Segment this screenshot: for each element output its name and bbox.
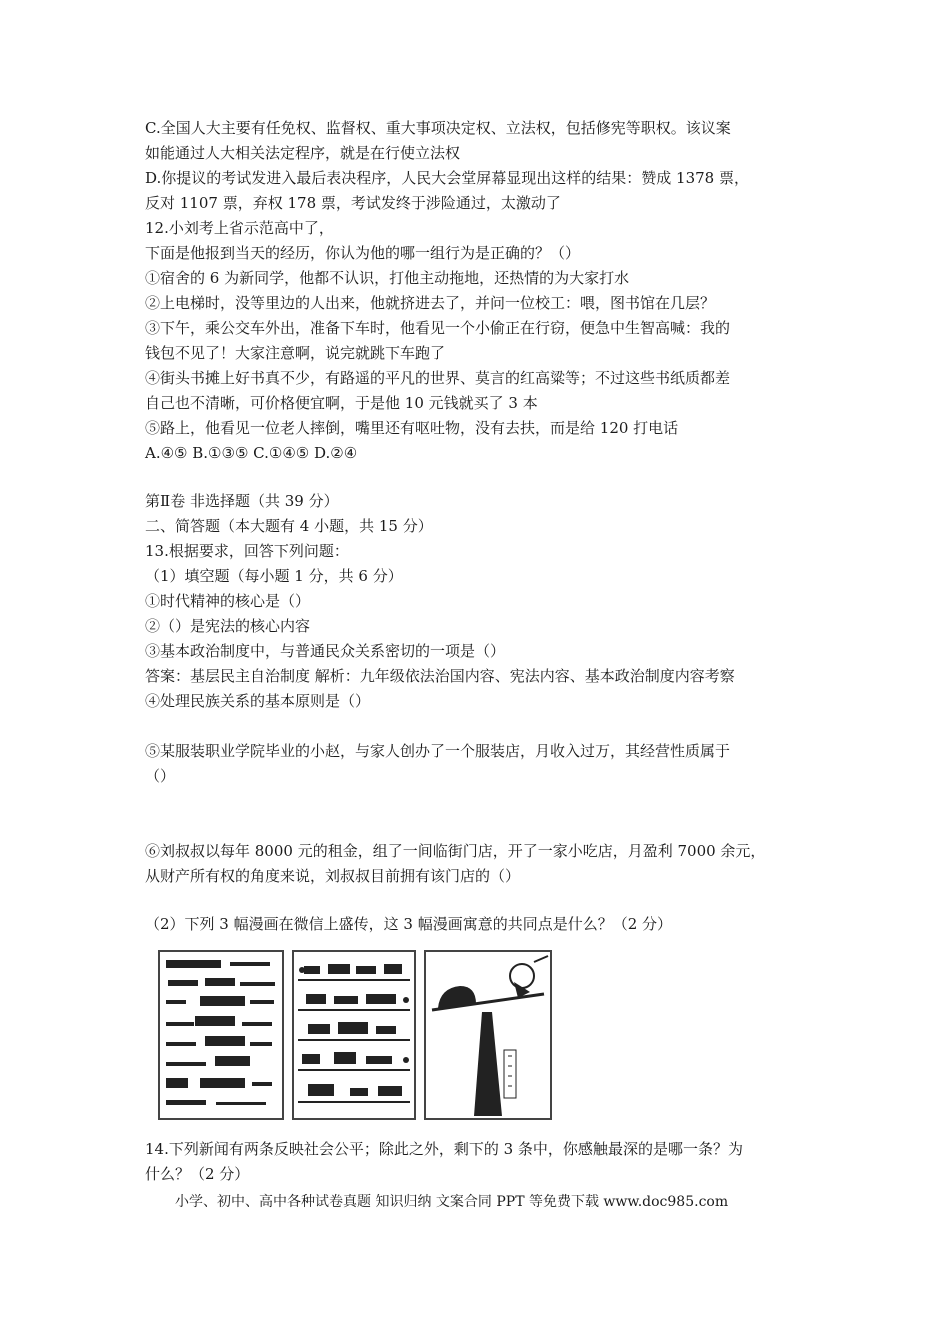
option-4b: 自己也不清晰，可价格便宜啊，于是他 10 元钱就买了 3 本	[145, 394, 538, 412]
blank-3: ③基本政治制度中，与普通民众关系密切的一项是（）	[145, 642, 506, 660]
question-14-line1: 14.下列新闻有两条反映社会公平；除此之外，剩下的 3 条中，你感触最深的是哪一条？为	[145, 1140, 743, 1158]
line-d2: 反对 1107 票，弃权 178 票，考试发终于涉险通过，太激动了	[145, 194, 561, 212]
blank-5b: （）	[145, 767, 176, 785]
blank-2: ②（）是宪法的核心内容	[145, 617, 311, 635]
line-c2: 如能通过人大相关法定程序，就是在行使立法权	[145, 144, 461, 162]
line-c1: C.全国人大主要有任免权、监督权、重大事项决定权、立法权，包括修宪等职权。该议案	[145, 119, 731, 137]
blank-4: ④处理民族关系的基本原则是（）	[145, 692, 371, 710]
option-4a: ④街头书摊上好书真不少，有路遥的平凡的世界、莫言的红高粱等；不过这些书纸质都差	[145, 369, 731, 387]
blank-5a: ⑤某服装职业学院毕业的小赵，与家人创办了一个服装店，月收入过万，其经营性质属于	[145, 742, 731, 760]
section-ii-title: 第Ⅱ卷 非选择题（共 39 分）	[145, 492, 339, 510]
question-13-part1: （1）填空题（每小题 1 分，共 6 分）	[145, 567, 403, 585]
question-14-line2: 什么？（2 分）	[145, 1165, 250, 1183]
answer-choices: A.④⑤ B.①③⑤ C.①④⑤ D.②④	[145, 444, 358, 462]
option-2: ②上电梯时，没等里边的人出来，他就挤进去了，并问一位校工：喂，图书馆在几层？	[145, 294, 716, 312]
section-2-title: 二、简答题（本大题有 4 小题，共 15 分）	[145, 517, 433, 535]
cartoon-3-drawing	[426, 952, 550, 1118]
option-1: ①宿舍的 6 为新同学，他都不认识，打他主动拖地，还热情的为大家打水	[145, 269, 630, 287]
cartoon-3	[424, 950, 552, 1120]
blank-6a: ⑥刘叔叔以每年 8000 元的租金，组了一间临街门店，开了一家小吃店，月盈利 7000 余元，	[145, 842, 766, 860]
answer-note: 答案：基层民主自治制度 解析：九年级依法治国内容、宪法内容、基本政治制度内容考察	[145, 667, 735, 685]
line-d1: D.你提议的考试发进入最后表决程序，人民大会堂屏幕显现出这样的结果：赞成 1378 票，	[145, 169, 749, 187]
cartoon-1-drawing	[160, 952, 282, 1118]
cartoon-2-drawing	[294, 952, 414, 1118]
question-13-part2: （2）下列 3 幅漫画在微信上盛传，这 3 幅漫画寓意的共同点是什么？（2 分）	[145, 915, 673, 933]
option-3a: ③下午，乘公交车外出，准备下车时，他看见一个小偷正在行窃，便急中生智高喊：我的	[145, 319, 731, 337]
blank-1: ①时代精神的核心是（）	[145, 592, 311, 610]
option-3b: 钱包不见了！大家注意啊，说完就跳下车跑了	[145, 344, 446, 362]
page-footer: 小学、初中、高中各种试卷真题 知识归纳 文案合同 PPT 等免费下载 www.doc985.com	[175, 1194, 729, 1210]
cartoon-1	[158, 950, 284, 1120]
question-12-title: 12.小刘考上省示范高中了，	[145, 219, 334, 237]
cartoon-2	[292, 950, 416, 1120]
question-13-title: 13.根据要求，回答下列问题：	[145, 542, 349, 560]
question-12-prompt: 下面是他报到当天的经历，你认为他的哪一组行为是正确的？（）	[145, 244, 581, 262]
blank-6b: 从财产所有权的角度来说，刘叔叔目前拥有该门店的（）	[145, 867, 521, 885]
option-5: ⑤路上，他看见一位老人摔倒，嘴里还有呕吐物，没有去扶，而是给 120 打电话	[145, 419, 679, 437]
